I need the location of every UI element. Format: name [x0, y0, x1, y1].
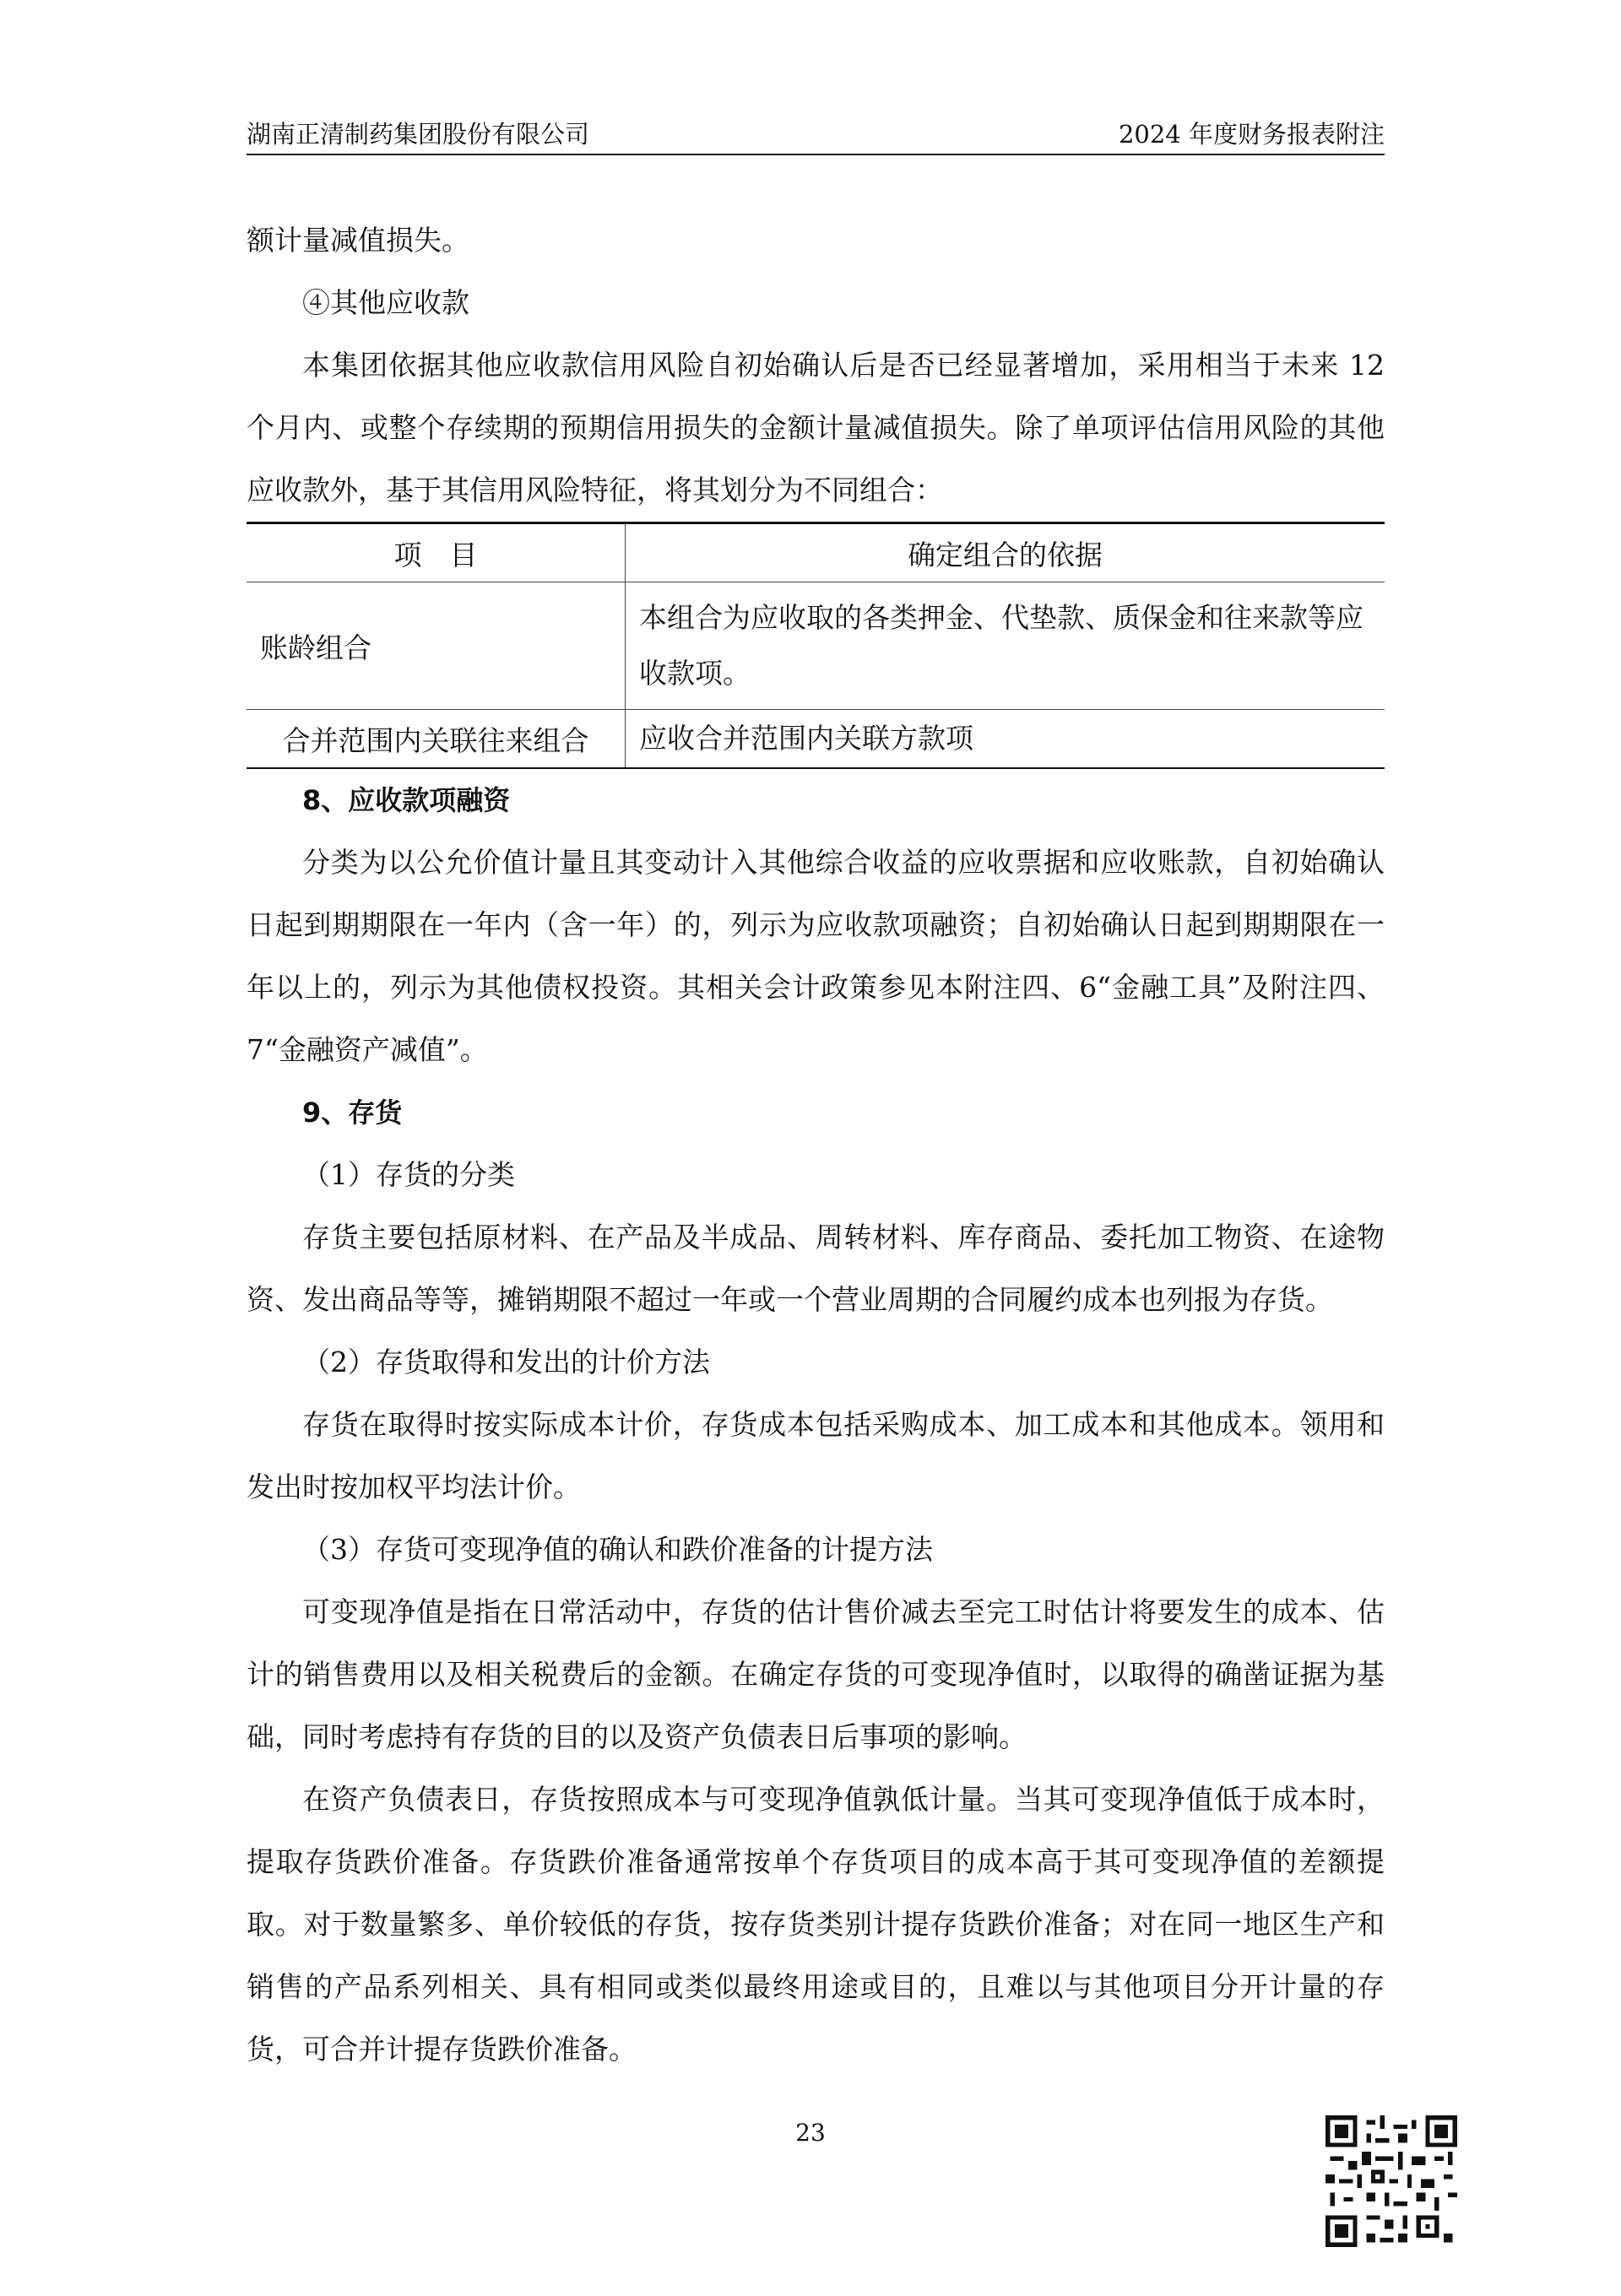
paragraph-8: 分类为以公允价值计量且其变动计入其他综合收益的应收票据和应收账款，自初始确认日起到期期限在一年内（含一年）的，列示为应收款项融资；自初始确认日起到期期限在一年以上的，列示为其他债权投资。其相关会计政策参见本附注四、6“金融工具”及附注四、7“金融资产减值”。: [247, 846, 1385, 1066]
header-company: 湖南正清制药集团股份有限公司: [247, 120, 590, 149]
page-number: 23: [795, 2119, 826, 2147]
subheading-other-receivables: ④其他应收款: [302, 286, 469, 319]
section-heading-9: 9、存货: [302, 1097, 403, 1129]
subheading-9-1: （1）存货的分类: [302, 1158, 515, 1191]
header-report-title: 2024 年度财务报表附注: [1118, 120, 1385, 149]
subheading-9-3: （3）存货可变现净值的确认和跌价准备的计提方法: [302, 1533, 933, 1566]
page-header: [247, 110, 1385, 155]
paragraph-9-3a: 可变现净值是指在日常活动中，存货的估计售价减去至完工时估计将要发生的成本、估计的销售费用以及相关税费后的金额。在确定存货的可变现净值时，以取得的确凿证据为基础，同时考虑持有存货的目的以及资产负债表日后事项的影响。: [247, 1595, 1385, 1753]
table-cell-item: 合并范围内关联往来组合: [247, 710, 626, 769]
section-heading-8: 8、应收款项融资: [302, 784, 511, 816]
table-header-basis: 确定组合的依据: [626, 523, 1385, 582]
paragraph-other-receivables: 本集团依据其他应收款信用风险自初始确认后是否已经显著增加，采用相当于未来 12 个月内、或整个存续期的预期信用损失的金额计量减值损失。除了单项评估信用风险的其他应收款外，基于其信用风险特征，将其划分为不同组合：: [247, 349, 1385, 506]
table-row: [247, 710, 1385, 769]
table-cell-basis: 本组合为应收取的各类押金、代垫款、质保金和往来款等应收款项。: [626, 582, 1385, 710]
paragraph-9-3b: 在资产负债表日，存货按照成本与可变现净值孰低计量。当其可变现净值低于成本时，提取存货跌价准备。存货跌价准备通常按单个存货项目的成本高于其可变现净值的差额提取。对于数量繁多、单价较低的存货，按存货类别计提存货跌价准备；对在同一地区生产和销售的产品系列相关、具有相同或类似最终用途或目的，且难以与其他项目分开计量的存货，可合并计提存货跌价准备。: [247, 1783, 1385, 2066]
table-header-item: 项 目: [247, 523, 626, 582]
qr-code-icon: [1326, 2115, 1457, 2247]
paragraph-continued: 额计量减值损失。: [247, 224, 469, 257]
table-header-row: [247, 523, 1385, 582]
paragraph-9-2: 存货在取得时按实际成本计价，存货成本包括采购成本、加工成本和其他成本。领用和发出时按加权平均法计价。: [247, 1408, 1385, 1503]
paragraph-9-1: 存货主要包括原材料、在产品及半成品、周转材料、库存商品、委托加工物资、在途物资、发出商品等等，摊销期限不超过一年或一个营业周期的合同履约成本也列报为存货。: [247, 1221, 1385, 1316]
page-content: [247, 209, 1385, 2081]
table-cell-item: 账龄组合: [247, 582, 626, 710]
subheading-9-2: （2）存货取得和发出的计价方法: [302, 1346, 710, 1378]
table-cell-basis: 应收合并范围内关联方款项: [626, 710, 1385, 769]
table-row: [247, 582, 1385, 710]
portfolio-table: [247, 522, 1385, 769]
